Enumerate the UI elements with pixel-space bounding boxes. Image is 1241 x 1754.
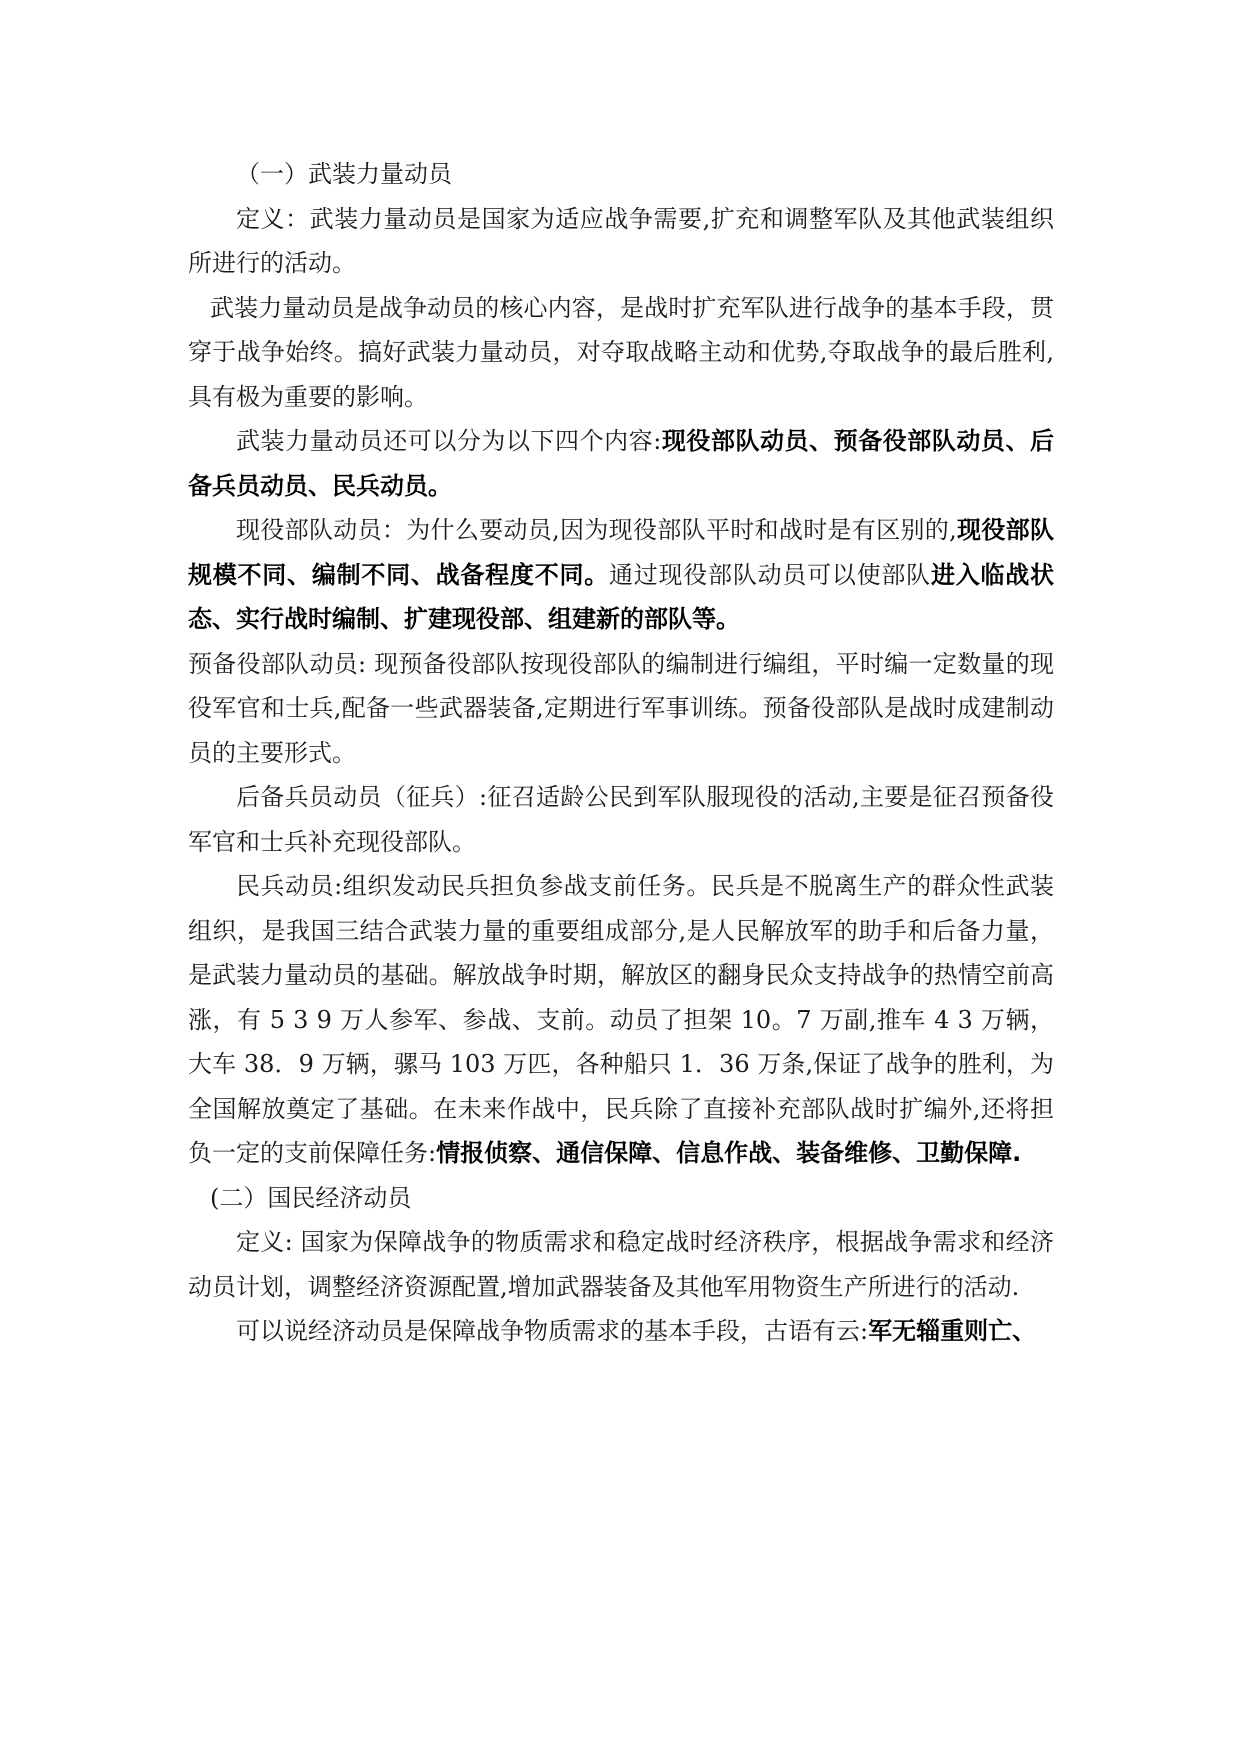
paragraph-text: 定义: 国家为保障战争的物质需求和稳定战时经济秩序，根据战争需求和经济动员计划，调整经济资源配置,增加武器装备及其他军用物资生产所进行的活动. <box>188 1228 1054 1301</box>
paragraph-conscription <box>188 775 1054 864</box>
paragraph-text: 现役部队动员：为什么要动员,因为现役部队平时和战时是有区别的, <box>236 516 957 544</box>
section-heading-armed-forces <box>188 152 1054 197</box>
paragraph-economy-basic-means <box>188 1309 1054 1354</box>
paragraph-definition-economy <box>188 1220 1054 1309</box>
paragraph-text: 定义：武装力量动员是国家为适应战争需要,扩充和调整军队及其他武装组织所进行的活动。 <box>188 204 1054 277</box>
bold-emphasis: 现役部队规模不同、编制不同、战备程度不同。 <box>188 516 1054 589</box>
paragraph-reserve-forces <box>188 642 1054 776</box>
paragraph-definition-armed-forces <box>188 197 1054 286</box>
paragraph-active-forces <box>188 508 1054 642</box>
paragraph-armed-forces-core <box>188 286 1054 420</box>
section-heading-national-economy <box>188 1176 1054 1221</box>
paragraph-text: 可以说经济动员是保障战争物质需求的基本手段，古语有云: <box>236 1317 869 1345</box>
paragraph-militia <box>188 864 1054 1176</box>
bold-emphasis: 军无辎重则亡、 <box>868 1317 1037 1345</box>
paragraph-text: 武装力量动员是战争动员的核心内容，是战时扩充军队进行战争的基本手段，贯穿于战争始终。搞好武装力量动员，对夺取战略主动和优势,夺取战争的最后胜利,具有极为重要的影响。 <box>188 293 1054 411</box>
paragraph-text: 民兵动员:组织发动民兵担负参战支前任务。民兵是不脱离生产的群众性武装组织，是我国三结合武装力量的重要组成部分,是人民解放军的助手和后备力量，是武装力量动员的基础。解放战争时期，解放区的翻身民众支持战争的热情空前高涨，有 5 3 9 万人参军、参战、支前。动员了担架 10。7 万副,推车 4 3 万辆，大车 38．9 万辆，骡马 103 万匹，各种船只 1．36 万条,保证了战争的胜利，为全国解放奠定了基础。在未来作战中，民兵除了直接补充部队战时扩编外,还将担负一定的支前保障任务: <box>188 872 1054 1167</box>
paragraph-text: 通过现役部队动员可以使部队 <box>609 560 931 589</box>
paragraph-text: 预备役部队动员: 现预备役部队按现役部队的编制进行编组，平时编一定数量的现役军官和士兵,配备一些武器装备,定期进行军事训练。预备役部队是战时成建制动员的主要形式。 <box>188 649 1054 767</box>
paragraph-text: 后备兵员动员（征兵）:征召适龄公民到军队服现役的活动,主要是征召预备役军官和士兵补充现役部队。 <box>188 783 1054 856</box>
bold-emphasis: 现役部队动员、预备役部队动员、后备兵员动员、民兵动员。 <box>188 427 1054 500</box>
paragraph-text: (二）国民经济动员 <box>210 1183 412 1212</box>
paragraph-four-contents <box>188 419 1054 508</box>
bold-emphasis: 情报侦察、通信保障、信息作战、装备维修、卫勤保障. <box>436 1139 1022 1167</box>
paragraph-text: （一）武装力量动员 <box>236 160 452 188</box>
paragraph-text: 武装力量动员还可以分为以下四个内容: <box>236 427 662 455</box>
document-body <box>188 152 1054 1354</box>
bold-emphasis: 进入临战状态、实行战时编制、扩建现役部、组建新的部队等。 <box>188 560 1055 633</box>
